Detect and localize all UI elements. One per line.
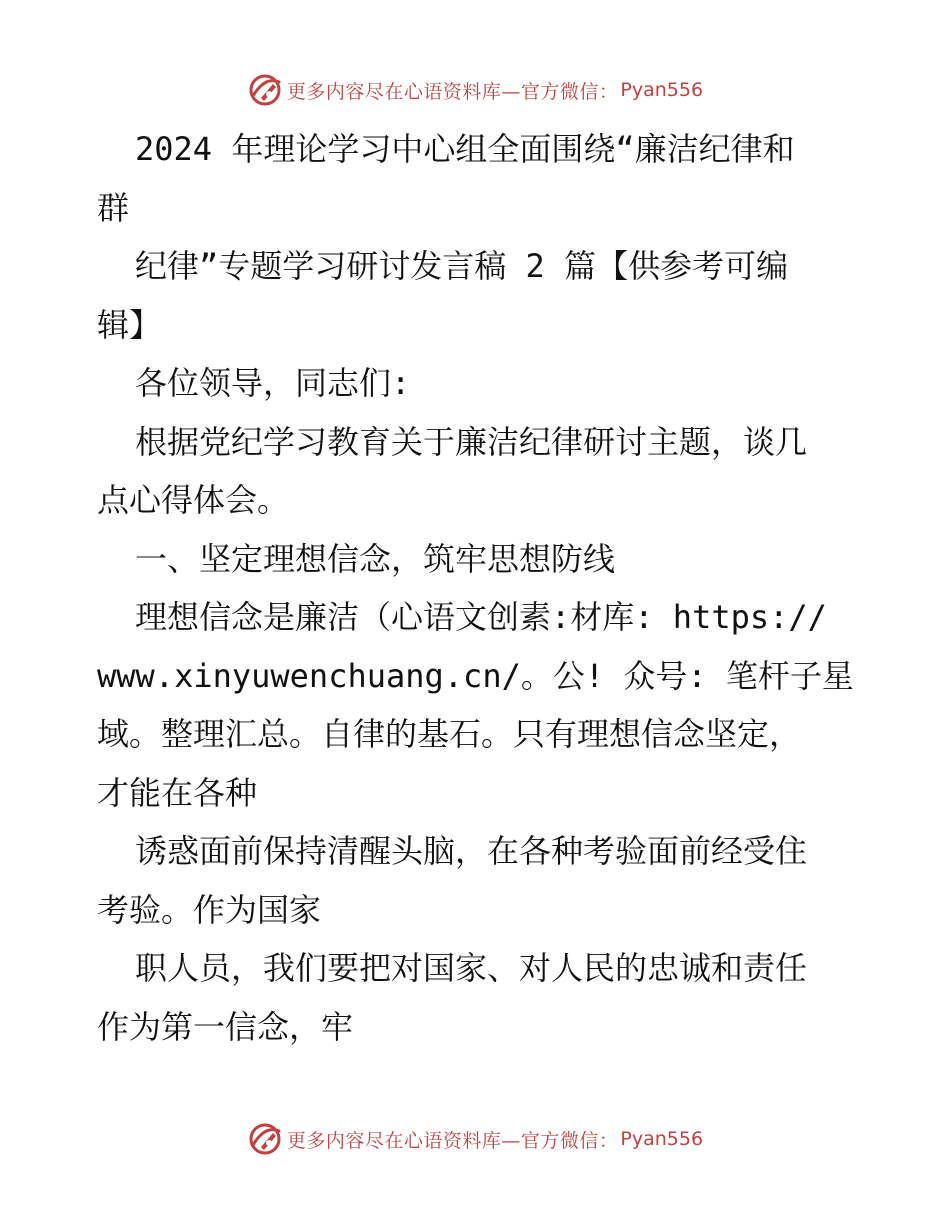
- text-line: 辑】: [97, 305, 162, 344]
- text-line: 诱惑面前保持清醒头脑，在各种考验面前经受住: [135, 832, 808, 870]
- watermark-banner-top: [0, 70, 950, 110]
- text-line: 群: [97, 188, 130, 227]
- pen-circle-logo-icon: [247, 72, 283, 108]
- text-line: 纪律”专题学习研讨发言稿 2 篇【供参考可编: [135, 247, 789, 285]
- watermark-contact: Pyan556: [620, 79, 704, 101]
- text-line: 一、坚定理想信念，筑牢思想防线: [135, 539, 616, 578]
- text-line: 各位领导，同志们:: [135, 364, 411, 402]
- text-line: 根据党纪学习教育关于廉洁纪律研讨主题，谈几: [135, 422, 808, 461]
- text-line: www.xinyuwenchuang.cn/。公! 众号: 笔杆子星: [97, 656, 854, 695]
- pen-circle-logo-icon: [247, 1121, 283, 1157]
- text-line: 考验。作为国家: [97, 890, 322, 929]
- text-line: 点心得体会。: [97, 481, 290, 519]
- text-line: 2024 年理论学习中心组全面围绕“廉洁纪律和: [135, 130, 795, 168]
- text-line: 域。整理汇总。自律的基石。只有理想信念坚定，: [97, 715, 802, 753]
- watermark-text: 更多内容尽在心语资料库—官方微信：: [286, 1129, 619, 1152]
- text-line: 职人员，我们要把对国家、对人民的忠诚和责任: [135, 949, 808, 987]
- text-line: 理想信念是廉洁（心语文创素:材库: https://: [135, 598, 827, 636]
- text-line: 作为第一信念，牢: [97, 1007, 354, 1046]
- watermark-text: 更多内容尽在心语资料库—官方微信：: [286, 80, 619, 103]
- document-body: [97, 120, 857, 1056]
- watermark-contact: Pyan556: [620, 1128, 704, 1150]
- text-line: 才能在各种: [97, 773, 258, 812]
- watermark-banner-bottom: [0, 1119, 950, 1159]
